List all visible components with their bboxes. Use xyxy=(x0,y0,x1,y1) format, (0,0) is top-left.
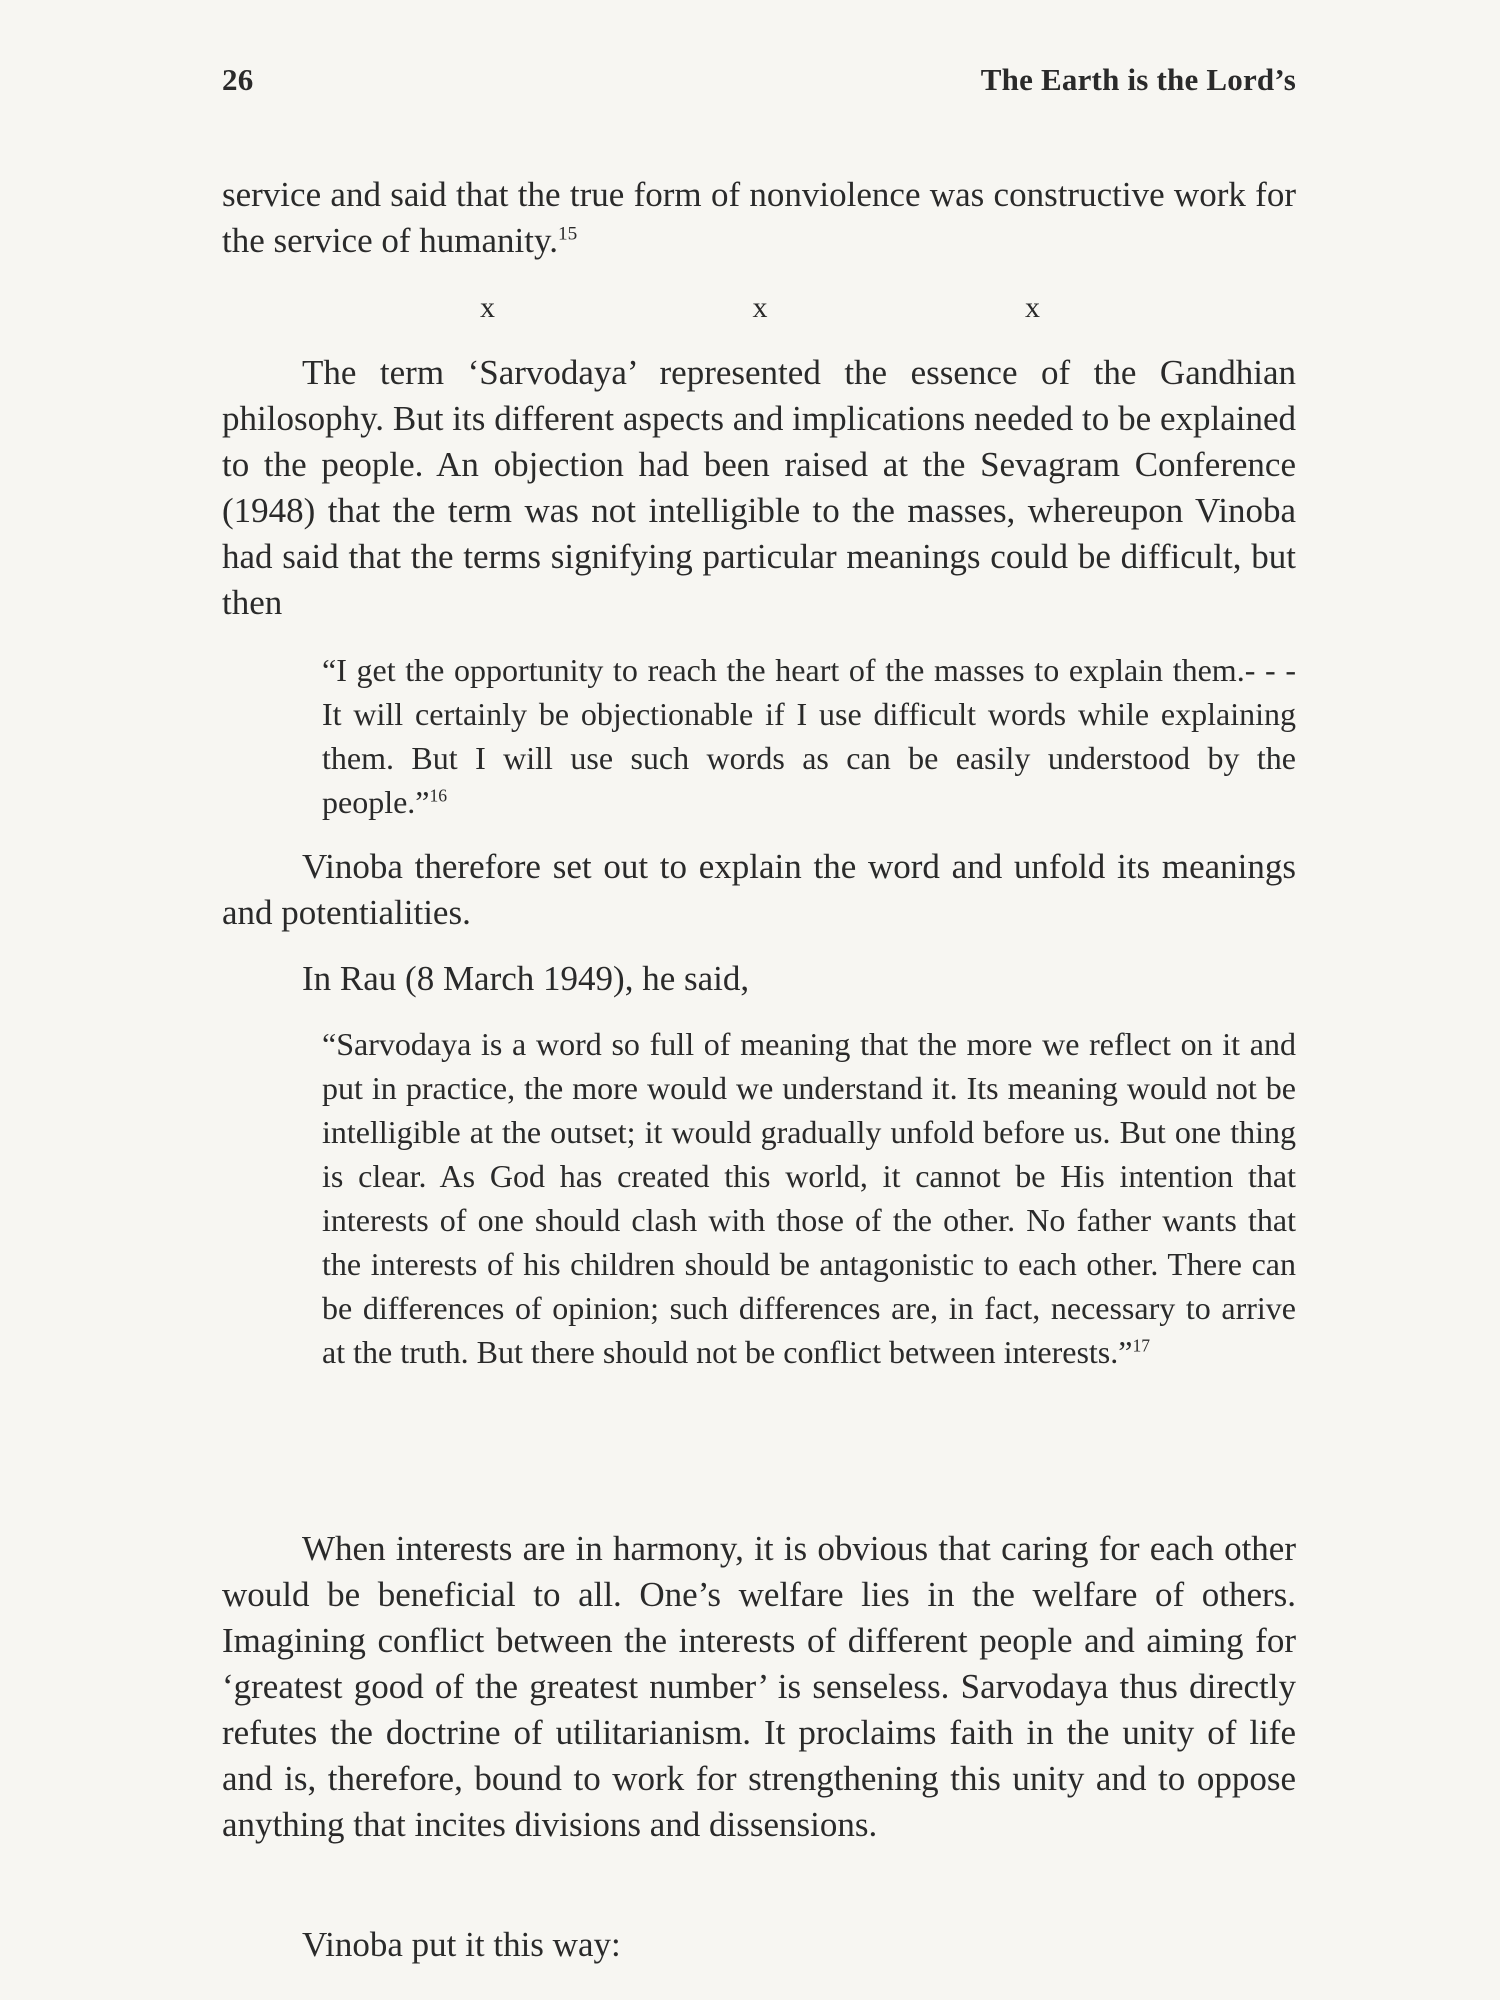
paragraph-3 xyxy=(222,844,1296,936)
paragraph-4 xyxy=(222,956,1296,1002)
running-title: The Earth is the Lord’s xyxy=(980,62,1296,97)
quote-1 xyxy=(322,648,1296,824)
page-header xyxy=(222,62,1296,110)
footnote-ref-16: 16 xyxy=(429,785,448,806)
footnote-ref-17: 17 xyxy=(1132,1335,1151,1356)
paragraph-2 xyxy=(222,350,1296,626)
separator-mark: x xyxy=(480,291,495,324)
quote-1-text: “I get the opportunity to reach the heart of the masses to explain them.- - - It will certainly be objectionable if I use difficult words while explaining them. But I will use such words as can be easily understood by the people.” xyxy=(322,652,1296,820)
separator-mark: x xyxy=(752,291,768,324)
quote-2 xyxy=(322,1022,1296,1374)
footnote-ref-15: 15 xyxy=(557,223,578,245)
page-number: 26 xyxy=(222,62,254,97)
section-separator xyxy=(480,288,1040,328)
quote-2-text: “Sarvodaya is a word so full of meaning that the more we reflect on it and put in practice, the more would we understand it. Its meaning would not be intelligible at the outset; it would gradually unfold before us. But one thing is clear. As God has created this world, it cannot be His intention that interests of one should clash with those of the other. No father wants that the interests of his children should be antagonistic to each other. There can be differences of opinion; such differences are, in fact, necessary to arrive at the truth. But there should not be conflict between interests.” xyxy=(322,1026,1296,1370)
paragraph-3-text: Vinoba therefore set out to explain the word and unfold its meanings and potentialities. xyxy=(222,847,1296,932)
paragraph-1 xyxy=(222,172,1296,264)
paragraph-5 xyxy=(222,1526,1296,1848)
paragraph-2-text: The term ‘Sarvodaya’ represented the essence of the Gandhian philosophy. But its different aspects and implications needed to be explained to the people. An objection had been raised at the Sevagram Conference (1948) that the term was not intelligible to the masses, whereupon Vinoba had said that the terms signifying particular meanings could be difficult, but then xyxy=(222,353,1296,622)
paragraph-5-text: When interests are in harmony, it is obvious that caring for each other would be beneficial to all. One’s welfare lies in the welfare of others. Imagining conflict between the interests of different people and aiming for ‘greatest good of the greatest number’ is senseless. Sarvodaya thus directly refutes the doctrine of utilitarianism. It proclaims faith in the unity of life and is, therefore, bound to work for strengthening this unity and to oppose anything that incites divisions and dissensions. xyxy=(222,1529,1296,1844)
paragraph-1-text: service and said that the true form of nonviolence was constructive work for the service of humanity. xyxy=(222,175,1296,260)
paragraph-6 xyxy=(222,1922,1296,1968)
paragraph-6-text: Vinoba put it this way: xyxy=(302,1925,621,1964)
separator-mark: x xyxy=(1025,291,1040,324)
paragraph-4-text: In Rau (8 March 1949), he said, xyxy=(302,959,750,998)
